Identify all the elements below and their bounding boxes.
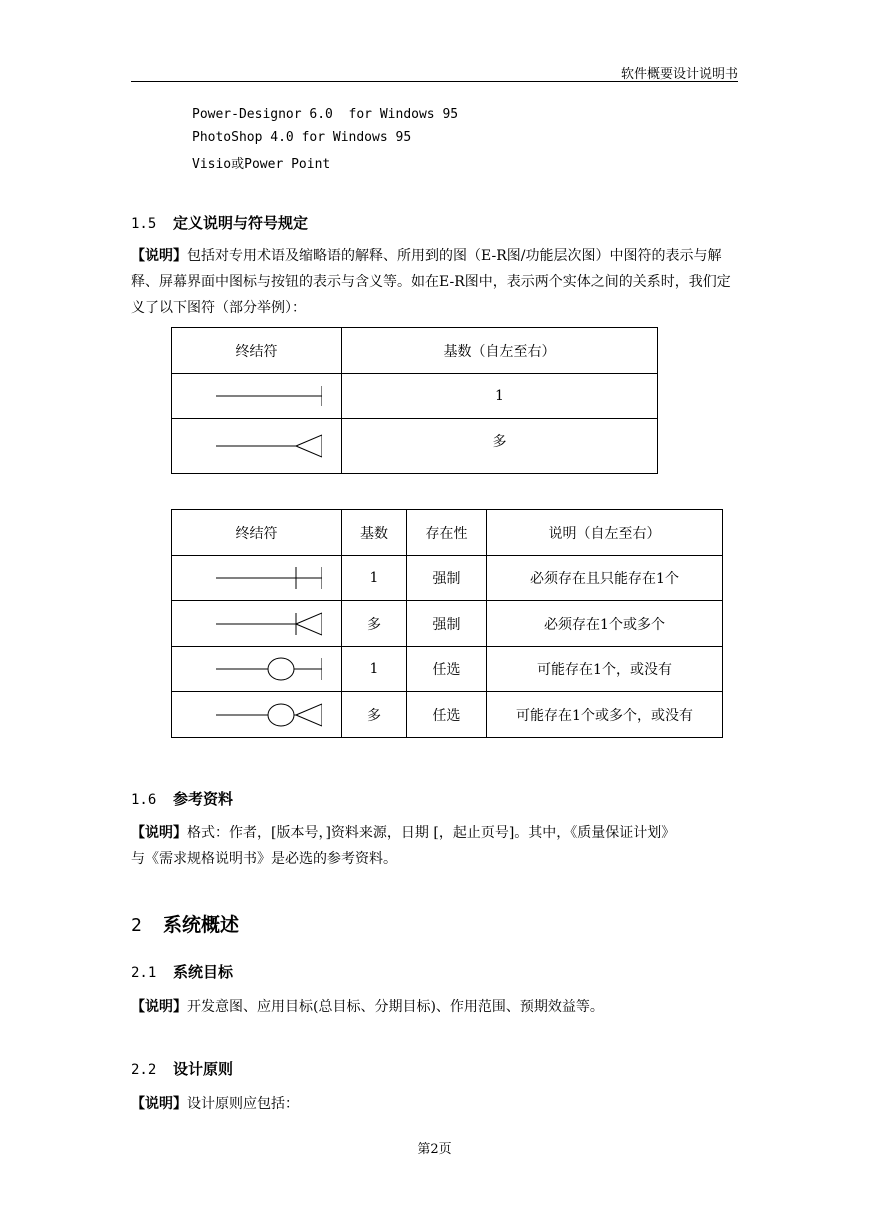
paragraph-line: 与《需求规格说明书》是必选的参考资料。 [131, 851, 397, 867]
symbol-cell [172, 692, 342, 738]
section-number: 1.5 [131, 216, 157, 232]
page-number: 第2页 [417, 1142, 452, 1157]
description-cell: 可能存在1个，或没有 [487, 647, 723, 692]
note-tag: 【说明】 [131, 248, 187, 264]
section-number: 2.1 [131, 965, 157, 981]
note-tag: 【说明】 [131, 1096, 187, 1112]
er-symbol-table-detailed [171, 509, 723, 738]
one-bar-icon [192, 384, 322, 408]
table-row [172, 374, 658, 419]
section-title: 参考资料 [173, 790, 234, 808]
table-header: 终结符 [172, 328, 342, 374]
table-row [172, 419, 658, 474]
symbol-cell [172, 601, 342, 647]
symbol-cell [172, 556, 342, 601]
chapter-heading-2 [131, 910, 239, 937]
paragraph-text: 设计原则应包括： [187, 1096, 299, 1112]
section-paragraph-2-2 [131, 1091, 738, 1117]
section-paragraph-1-5 [131, 243, 738, 321]
table-row [172, 647, 723, 692]
section-paragraph-2-1 [131, 994, 738, 1020]
header-title: 软件概要设计说明书 [620, 67, 738, 82]
section-number: 1.6 [131, 792, 157, 808]
cardinality-cell: 1 [342, 647, 407, 692]
bar-crow-foot-icon [192, 611, 322, 637]
existence-cell: 强制 [407, 556, 487, 601]
section-heading-1-6 [131, 788, 233, 809]
section-heading-2-2 [131, 1058, 233, 1079]
symbol-cell [172, 374, 342, 419]
tool-item: Power-Designor 6.0 for Windows 95 [192, 107, 459, 122]
existence-cell: 强制 [407, 601, 487, 647]
note-tag: 【说明】 [131, 999, 187, 1015]
table-header: 存在性 [407, 510, 487, 556]
section-paragraph-1-6 [131, 820, 738, 872]
table-row [172, 692, 723, 738]
symbol-cell [172, 419, 342, 474]
table-header: 基数（自左至右） [342, 328, 658, 374]
description-cell: 必须存在1个或多个 [487, 601, 723, 647]
cardinality-cell: 1 [342, 556, 407, 601]
double-bar-icon [192, 565, 322, 591]
section-title: 设计原则 [173, 1060, 234, 1078]
paragraph-text: 格式：作者，[版本号，]资料来源，日期 [，起止页号]。其中，《质量保证计划》 [187, 825, 676, 841]
existence-cell: 任选 [407, 647, 487, 692]
tool-item: Visio或Power Point [192, 157, 331, 172]
cardinality-cell: 1 [342, 374, 658, 419]
paragraph-text: 开发意图、应用目标(总目标、分期目标)、作用范围、预期效益等。 [187, 999, 604, 1015]
table-row [172, 601, 723, 647]
cardinality-cell: 多 [342, 419, 658, 474]
table-header: 终结符 [172, 510, 342, 556]
section-heading-1-5 [131, 212, 308, 233]
table-row [172, 556, 723, 601]
section-heading-2-1 [131, 961, 233, 982]
table-header: 基数 [342, 510, 407, 556]
cardinality-cell: 多 [342, 601, 407, 647]
existence-cell: 任选 [407, 692, 487, 738]
paragraph-line [131, 820, 738, 846]
description-cell: 必须存在且只能存在1个 [487, 556, 723, 601]
header-rule [131, 81, 738, 82]
tool-item: PhotoShop 4.0 for Windows 95 [192, 130, 412, 145]
er-symbol-table-basic [171, 327, 658, 474]
chapter-number: 2 [131, 915, 142, 936]
crow-foot-icon [192, 433, 322, 459]
note-tag: 【说明】 [131, 825, 187, 841]
circle-crow-foot-icon [192, 702, 322, 728]
description-cell: 可能存在1个或多个，或没有 [487, 692, 723, 738]
symbol-cell [172, 647, 342, 692]
table-header: 说明（自左至右） [487, 510, 723, 556]
chapter-title: 系统概述 [163, 914, 240, 936]
section-title: 定义说明与符号规定 [173, 214, 309, 232]
circle-bar-icon [192, 656, 322, 682]
cardinality-cell: 多 [342, 692, 407, 738]
section-number: 2.2 [131, 1062, 157, 1078]
section-title: 系统目标 [173, 963, 234, 981]
paragraph-text: 包括对专用术语及缩略语的解释、所用到的图（E-R图/功能层次图）中图符的表示与解释、屏幕界面中图标与按钮的表示与含义等。如在E-R图中，表示两个实体之间的关系时，我们定义了以下图符（部分举例）： [131, 248, 731, 316]
